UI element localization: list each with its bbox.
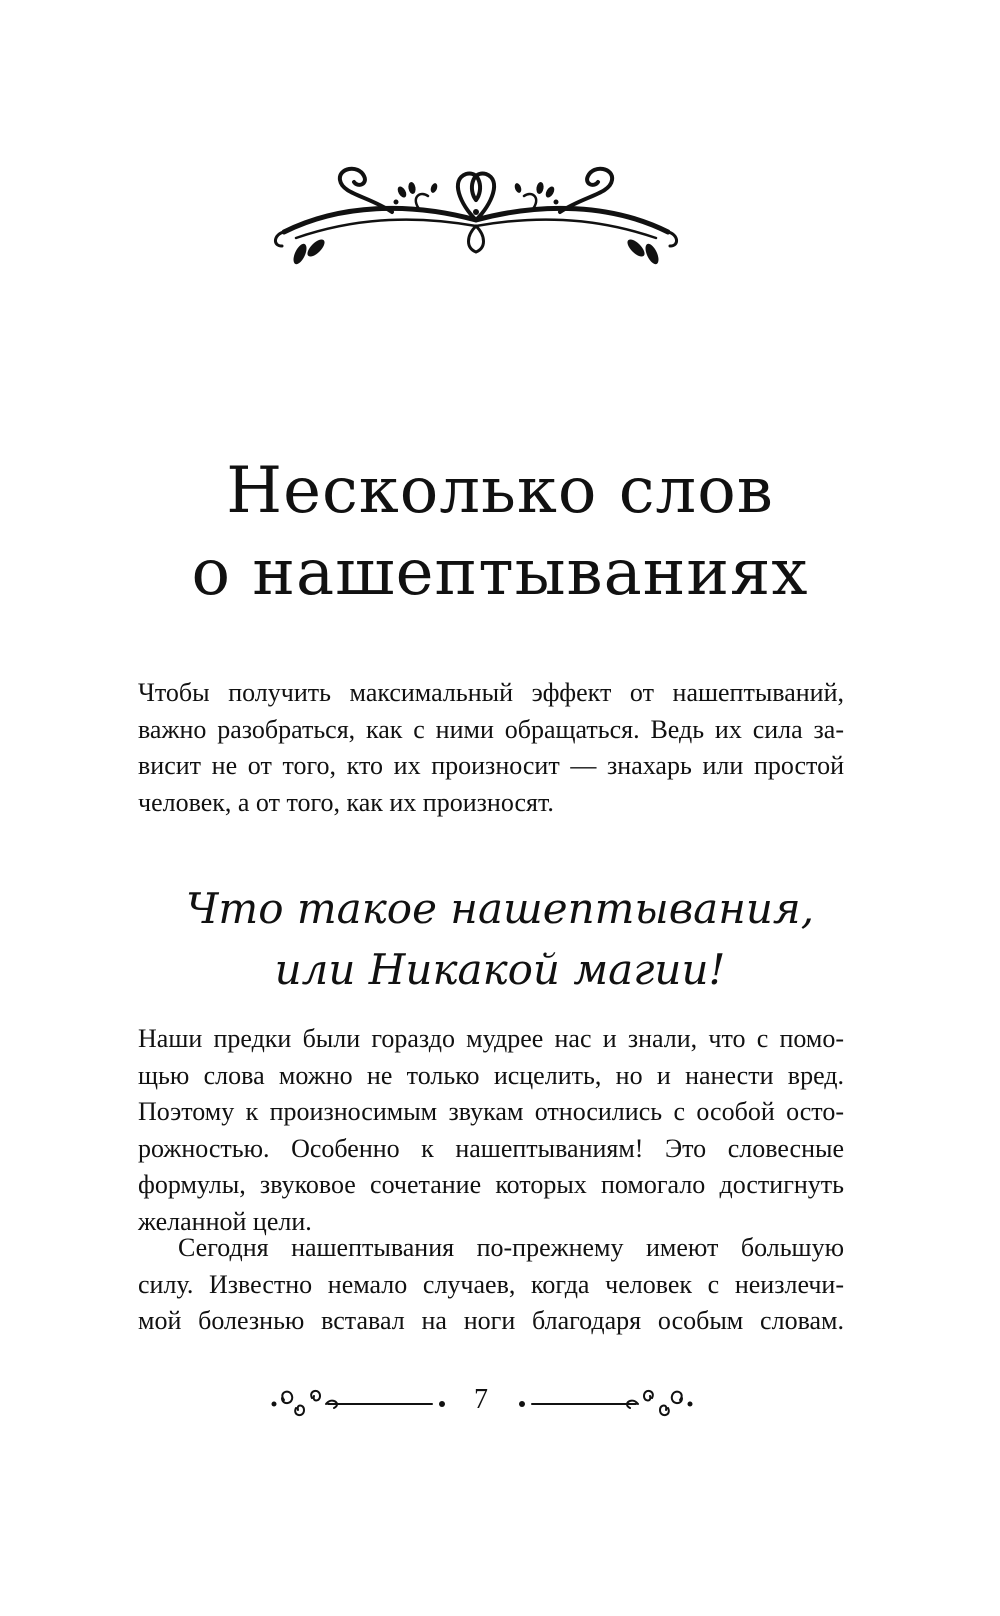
chapter-title-line: о нашептываниях bbox=[191, 536, 809, 610]
text-line: щью слова можно не только исцелить, но и нанести вред. bbox=[138, 1060, 844, 1090]
section-title bbox=[0, 878, 1000, 1000]
text-line: Чтобы получить максимальный эффект от нашептываний, bbox=[138, 678, 844, 707]
text-line: человек, а от того, как их произносят. bbox=[138, 787, 554, 817]
text-line: мой болезнью вставал на ноги благодаря особым словам. bbox=[138, 1306, 844, 1335]
text-line: рожностью. Особенно к нашептываниям! Это словесные bbox=[138, 1133, 844, 1163]
intro-paragraph bbox=[138, 675, 844, 821]
text-line: силу. Известно немало случаев, когда человек с неизлечи- bbox=[138, 1269, 844, 1299]
section-title-line: Что такое нашептывания, bbox=[185, 884, 815, 933]
section-title-line: или Никакой магии! bbox=[274, 945, 726, 994]
text-line: Сегодня нашептывания по-прежнему имеют большую bbox=[178, 1233, 844, 1262]
flourish-ornament-icon bbox=[270, 150, 682, 272]
text-line: висит не от того, кто их произносит — знахарь или простой bbox=[138, 751, 844, 780]
text-line: желанной цели. bbox=[138, 1206, 312, 1236]
body-paragraph bbox=[138, 1230, 844, 1340]
chapter-title-line: Несколько слов bbox=[226, 454, 774, 528]
text-line: Поэтому к произносимым звукам относились с особой осто- bbox=[138, 1097, 844, 1126]
text-line: важно разобраться, как с ними обращаться. Ведь их сила за- bbox=[138, 714, 844, 744]
page-number: 7 bbox=[474, 1384, 488, 1415]
text-line: формулы, звуковое сочетание которых помогало достигнуть bbox=[138, 1170, 844, 1199]
chapter-title bbox=[0, 450, 1000, 614]
text-line: Наши предки были гораздо мудрее нас и знали, что с помо- bbox=[138, 1024, 844, 1053]
body-paragraph bbox=[138, 1021, 844, 1240]
